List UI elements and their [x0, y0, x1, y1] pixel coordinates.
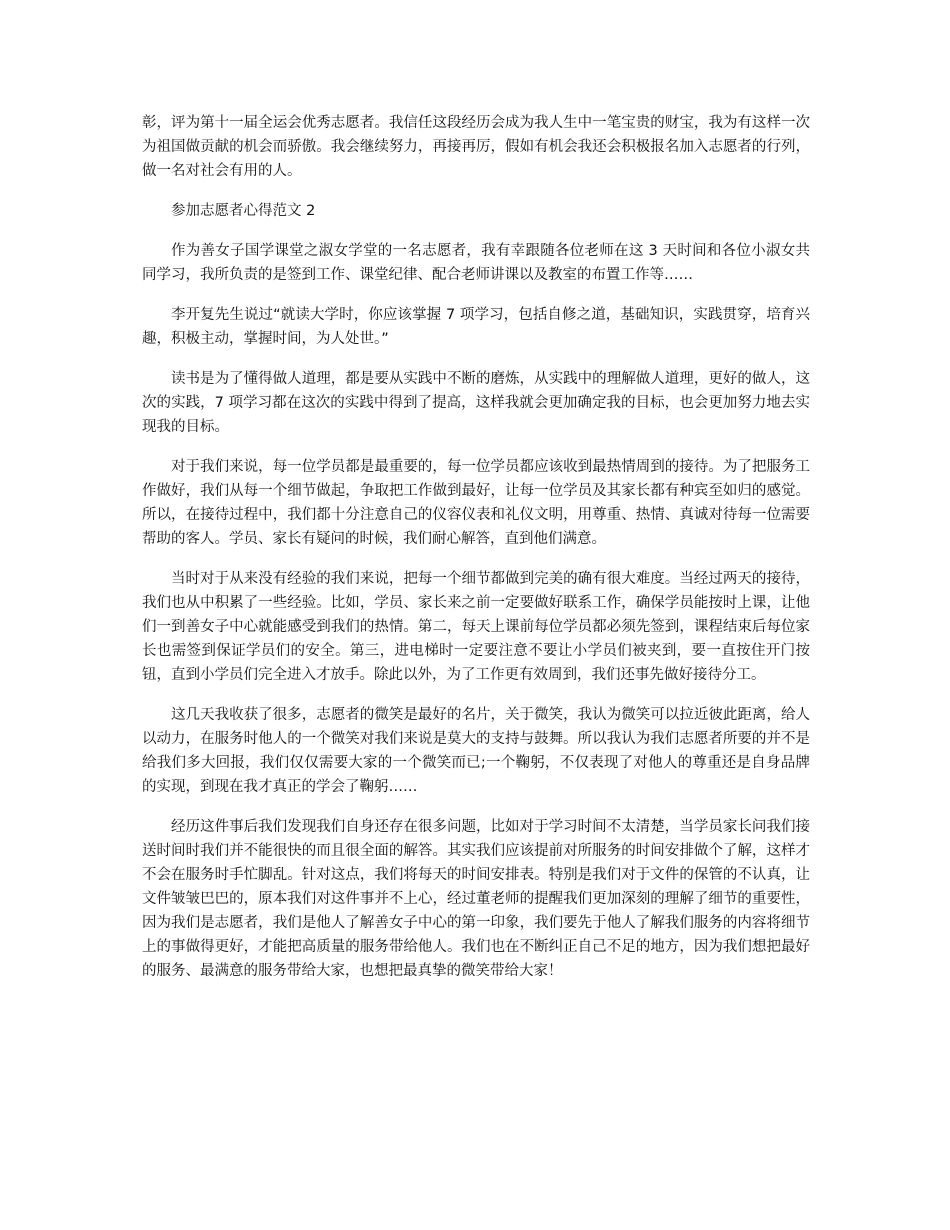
paragraph: 读书是为了懂得做人道理，都是要从实践中不断的磨炼，从实践中的理解做人道理，更好的做人，这次的实践，7 项学习都在这次的实践中得到了提高，这样我就会更加确定我的目标，也会更加努力地去实现我的目标。	[142, 371, 810, 435]
document-body	[142, 111, 810, 999]
section-heading: 参加志愿者心得范文 2	[171, 203, 316, 219]
paragraph-continuation: 彰，评为第十一届全运会优秀志愿者。我信任这段经历会成为我人生中一笔宝贵的财宝，我为有这样一次为祖国做贡献的机会而骄傲。我会继续努力，再接再厉，假如有机会我还会积极报名加入志愿者的行列，做一名对社会有用的人。	[142, 115, 810, 179]
paragraph: 李开复先生说过“就读大学时，你应该掌握 7 项学习，包括自修之道，基础知识，实践贯穿，培育兴趣，积极主动，掌握时间，为人处世。”	[142, 307, 810, 347]
paragraph: 作为善女子国学课堂之淑女学堂的一名志愿者，我有幸跟随各位老师在这 3 天时间和各位小淑女共同学习，我所负责的是签到工作、课堂纪律、配合老师讲课以及教室的布置工作等……	[142, 243, 810, 283]
paragraph: 这几天我收获了很多，志愿者的微笑是最好的名片，关于微笑，我认为微笑可以拉近彼此距离，给人以动力，在服务时他人的一个微笑对我们来说是莫大的支持与鼓舞。所以我认为我们志愿者所要的并不是给我们多大回报，我们仅仅需要大家的一个微笑而已;一个鞠躬，不仅表现了对他人的尊重还是自身品牌的实现，到现在我才真正的学会了鞠躬……	[142, 707, 810, 795]
paragraph: 当时对于从来没有经验的我们来说，把每一个细节都做到完美的确有很大难度。当经过两天的接待，我们也从中积累了一些经验。比如，学员、家长来之前一定要做好联系工作，确保学员能按时上课，让他们一到善女子中心就能感受到我们的热情。第二，每天上课前每位学员都必须先签到，课程结束后每位家长也需签到保证学员们的安全。第三，进电梯时一定要注意不要让小学员们被夹到，要一直按住开门按钮，直到小学员们完全进入才放手。除此以外，为了工作更有效周到，我们还事先做好接待分工。	[142, 571, 810, 683]
paragraph: 经历这件事后我们发现我们自身还存在很多问题，比如对于学习时间不太清楚，当学员家长问我们接送时间时我们并不能很快的而且很全面的解答。其实我们应该提前对所服务的时间安排做个了解，这样才不会在服务时手忙脚乱。针对这点，我们将每天的时间安排表。特别是我们对于文件的保管的不认真，让文件皱皱巴巴的，原本我们对这件事并不上心，经过董老师的提醒我们更加深刻的理解了细节的重要性，因为我们是志愿者，我们是他人了解善女子中心的第一印象，我们要先于他人了解我们服务的内容将细节上的事做得更好，才能把高质量的服务带给他人。我们也在不断纠正自己不足的地方，因为我们想把最好的服务、最满意的服务带给大家，也想把最真挚的微笑带给大家！	[142, 819, 810, 979]
paragraph: 对于我们来说，每一位学员都是最重要的，每一位学员都应该收到最热情周到的接待。为了把服务工作做好，我们从每一个细节做起，争取把工作做到最好，让每一位学员及其家长都有种宾至如归的感觉。所以，在接待过程中，我们都十分注意自己的仪容仪表和礼仪文明，用尊重、热情、真诚对待每一位需要帮助的客人。学员、家长有疑问的时候，我们耐心解答，直到他们满意。	[142, 459, 810, 547]
